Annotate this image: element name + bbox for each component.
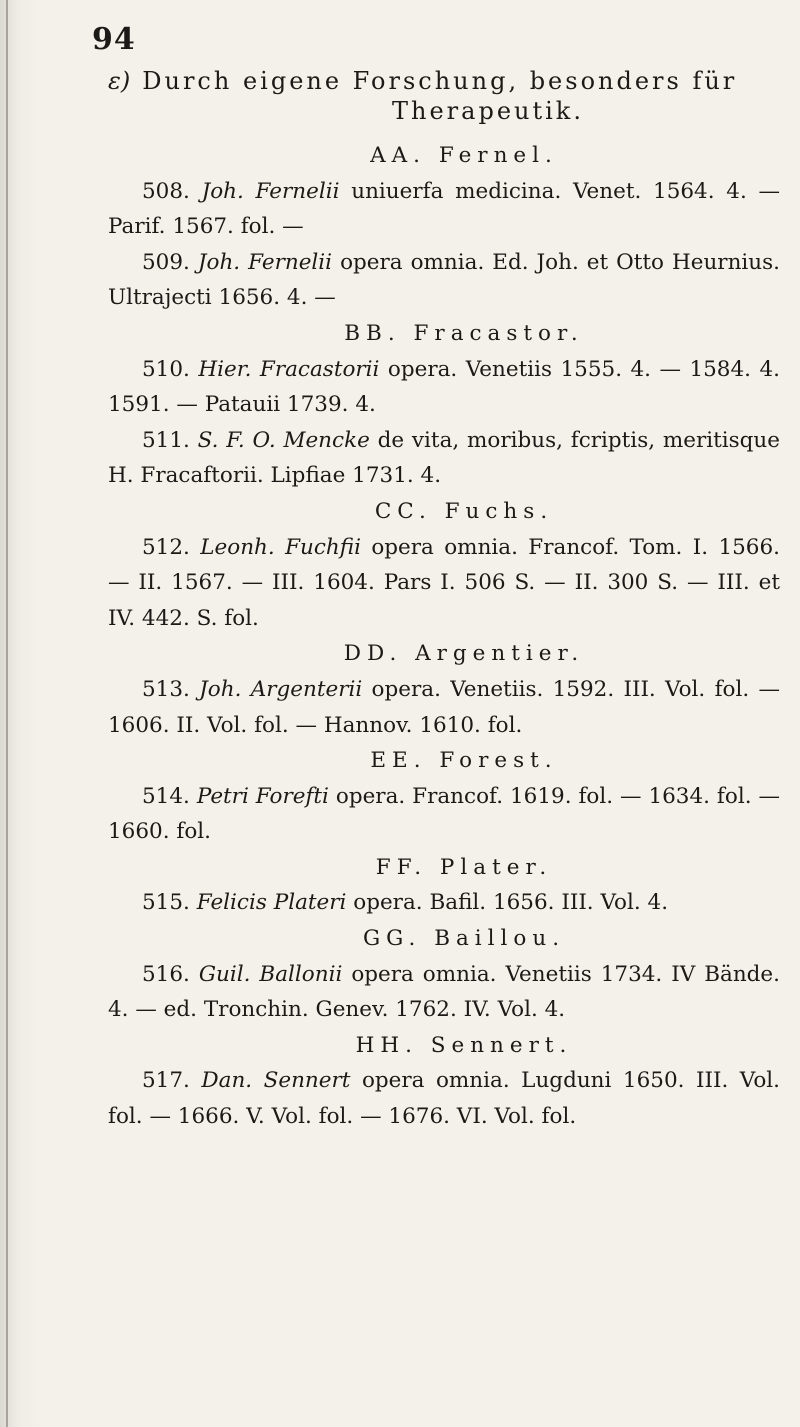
- entry-author: Guil. Ballonii: [198, 961, 343, 987]
- entry-number: 512.: [142, 534, 190, 560]
- entry-author: Dan. Sennert: [201, 1068, 351, 1094]
- page-spine: [6, 0, 8, 1427]
- group-heading-plater: FF. Plater.: [375, 854, 553, 880]
- entry-text: opera. Bafil. 1656. III. Vol. 4.: [353, 890, 669, 916]
- catalog-entry: [108, 672, 780, 743]
- catalog-entry: [108, 1063, 780, 1134]
- group-heading-fracastor: BB. Fracastor.: [344, 320, 584, 346]
- group-heading-baillou: GG. Baillou.: [362, 926, 566, 952]
- catalog-entry: [108, 957, 780, 1028]
- entry-text: opera. Francof. 1619. fol. — 1634. fol. — 1660. fol.: [108, 783, 780, 845]
- entry-text: de vita, moribus, fcriptis, meritisque H. Fracaftorii. Lipfiae 1731. 4.: [108, 427, 780, 489]
- catalog-entry: [108, 245, 780, 316]
- entry-text: opera omnia. Francof. Tom. I. 1566. — II. 1567. — III. 1604. Pars I. 506 S. — II. 300 S. — III. et IV. 442. S. fol.: [108, 534, 780, 631]
- entry-number: 517.: [142, 1068, 190, 1094]
- entry-author: Leonh. Fuchfii: [200, 534, 361, 560]
- entry-author: Joh. Fernelii: [197, 249, 333, 275]
- entry-author: Felicis Plateri: [196, 890, 347, 916]
- entry-text: opera. Venetiis. 1592. III. Vol. fol. — 1606. II. Vol. fol. — Hannov. 1610. fol.: [108, 676, 780, 738]
- entry-text: opera. Venetiis 1555. 4. — 1584. 4. 1591. — Patauii 1739. 4.: [108, 356, 780, 418]
- entry-number: 508.: [142, 178, 190, 204]
- entry-number: 513.: [142, 676, 190, 702]
- entry-author: S. F. O. Mencke: [197, 427, 370, 453]
- entry-number: 515.: [142, 890, 190, 916]
- entry-text: uniuerfa medicina. Venet. 1564. 4. — Parif. 1567. fol. —: [108, 178, 781, 240]
- section-marker: ε): [108, 67, 131, 95]
- entry-number: 516.: [142, 961, 190, 987]
- catalog-entry: [108, 530, 780, 637]
- entry-text: opera omnia. Venetiis 1734. IV Bände. 4. — ed. Tronchin. Genev. 1762. IV. Vol. 4.: [108, 961, 780, 1023]
- section-title-continuation: Therapeutik.: [392, 97, 584, 125]
- entry-number: 514.: [142, 783, 190, 809]
- section-title: [108, 66, 788, 126]
- catalog-list: [108, 138, 780, 1135]
- group-heading-argentier: DD. Argentier.: [343, 641, 585, 667]
- catalog-entry: [108, 885, 780, 921]
- entry-number: 510.: [142, 356, 190, 382]
- catalog-entry: [108, 779, 780, 850]
- entry-number: 509.: [142, 249, 190, 275]
- group-heading-forest: EE. Forest.: [370, 748, 558, 774]
- group-heading-fuchs: CC. Fuchs.: [374, 498, 554, 524]
- entry-author: Hier. Fracastorii: [198, 356, 380, 382]
- entry-number: 511.: [142, 427, 190, 453]
- entry-author: Petri Forefti: [196, 783, 329, 809]
- catalog-entry: [108, 352, 780, 423]
- catalog-entry: [108, 174, 780, 245]
- entry-author: Joh. Fernelii: [201, 178, 340, 204]
- catalog-entry: [108, 423, 780, 494]
- entry-text: opera omnia. Lugduni 1650. III. Vol. fol. — 1666. V. Vol. fol. — 1676. VI. Vol. fol.: [108, 1068, 780, 1130]
- group-heading-fernel: AA. Fernel.: [370, 143, 558, 168]
- entry-text: opera omnia. Ed. Joh. et Otto Heurnius. Ultrajecti 1656. 4. —: [108, 249, 781, 311]
- entry-author: Joh. Argenterii: [199, 676, 363, 702]
- page-number: 94: [92, 22, 136, 57]
- group-heading-sennert: HH. Sennert.: [355, 1032, 573, 1058]
- section-title-text: Durch eigene Forschung, besonders für: [142, 67, 738, 95]
